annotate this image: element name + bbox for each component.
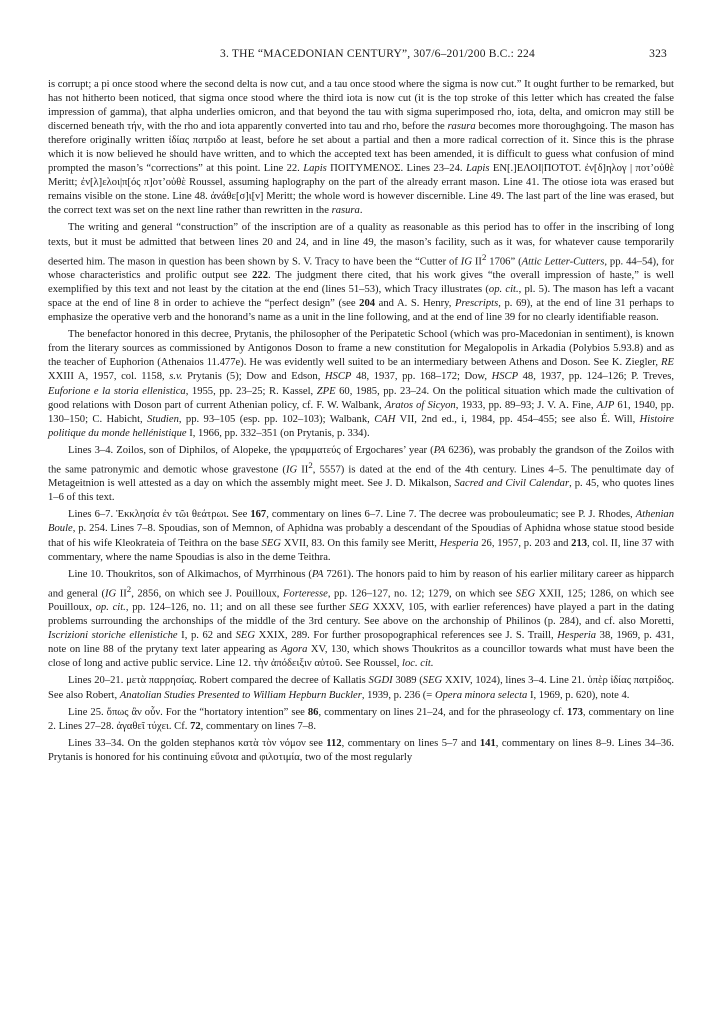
paragraph-1: is corrupt; a pi once stood where the second delta is now cut, and a tau once stood where the sigma is now cut.” It ought further to be remarked, but has not hitherto been noticed, that sigma once stood where the third iota is now cut (it is the top stroke of this letter which has created the false impression of gamma), that alpha underlies omicron, and that beyond the tau with sigma superimposed rho, iota, delta, and omicron may still be discerned beneath τήν, with the rho and iota apparently converted into tau and rho, before the rasura becomes more thoroughgoing. The mason has therefore originally written ἰδίας πατριδο at least, before he set about a partial and then a more radical correction of it. Since this is the phrase which it is now believed he should have written, and to which the accepted text has been amended, it is difficult to guess what confusion of mind prompted the mason’s “corrections” at this point. Line 22. Lapis ΠΟΙΤΥΜΕΝΟΣ. Lines 23–24. Lapis ΕΝ[.]ΕΛΟΙ|ΠΟΤΟΤ. ἐν[δ]ηλογ | ποτ’οὐθὲ Meritt; ἐν[λ]ελοι|π[ός π]οτ’οὐθὲ Roussel, assuming haplography on the part of the already errant mason. Line 41. The otiose iota was erased but remains visible on the stone. Line 48. ἀνάθε[σ]ι[ν] Meritt; the whole word is however discernible. Line 49. The last part of the line was erased, but the correct text was set on the next line rather than rewritten in the rasura.	[48, 79, 674, 217]
paragraph-6: Line 10. Thoukritos, son of Alkimachos, of Myrrhinous (PA 7261). The honors paid to him by reason of his earlier military career as hipparch and general (IG $II^2$, 2856, on which see J. Pouilloux, Forteresse, pp. 126–127, no. 12; 1279, on which see SEG XXII, 125; 1286, on which see Pouilloux, op. cit., pp. 124–126, no. 11; and on all these see further SEG XXXV, 105, with earlier references) have played a part in the dating problems surrounding the archonships of the middle of the 3rd century. See above on the archonship of Philinos (p. 284), and cf. also Moretti, Iscrizioni storiche ellenistiche I, p. 62 and SEG XXIX, 289. For further prosopographical references see J. S. Traill, Hesperia 38, 1969, p. 431, note on line 88 of the prytany text later appearing as Agora XV, 130, which shows Thoukritos as a councillor towards what must have been the close of long and active public service. Line 12. τὴν ἀπόδειξιν αὐτοῦ. See Roussel, loc. cit.	[48, 568, 674, 670]
page-number: 323	[649, 48, 667, 60]
commentary-body	[48, 78, 674, 768]
paragraph-4: Lines 3–4. Zoilos, son of Diphilos, of Alopeke, the γραμματεύς of Ergochares’ year (PA 6236), was probably the grandson of the Zoilos with the same patronymic and demotic whose gravestone (IG $II^2$, 5557) is dated at the end of the 4th century. Lines 4–5. The penultimate day of Metageitnion is well attested as a day on which the assembly might meet. See J. D. Mikalson, Sacred and Civil Calendar, p. 45, who quotes lines 1–6 of this text.	[48, 444, 674, 504]
paragraph-2: The writing and general “construction” of the inscription are of a quality as reasonable as this period has to offer in the inscribing of long texts, but it must be admitted that between lines 20 and 24, and in line 49, the mason’s facility, such as it was, for whatever cause temporarily deserted him. The mason in question has been shown by S. V. Tracy to have been the “Cutter of IG $II^2$ 1706” (Attic Letter-Cutters, pp. 44–54), for whose characteristics and prolific output see 222. The judgment there cited, that his work gives “the overall impression of haste,” is well exemplified by this text and not least by the citation at the end (lines 51–53), which Tracy illustrates (op. cit., pl. 5). The mason has left a vacant space at the end of line 8 in order to achieve the “perfect design” (see 204 and A. S. Henry, Prescripts, p. 69), at the end of line 31 perhaps to emphasize the operative verb and the honorand’s name as a unit in the line following, and at the end of line 39 for no clearly identifiable reason.	[48, 222, 674, 324]
paragraph-9: Lines 33–34. On the golden stephanos κατὰ τὸν νόμον see 112, commentary on lines 5–7 and 141, commentary on lines 8–9. Lines 34–36. Prytanis is honored for his continuing εὔνοια and φιλοτιμία, two of the most regularly	[48, 737, 675, 763]
paragraph-5: Lines 6–7. Ἐκκλησία ἐν τῶι θεάτρωι. See 167, commentary on lines 6–7. Line 7. The decree was probouleumatic; see P. J. Rhodes, Athenian Boule, p. 254. Lines 7–8. Spoudias, son of Memnon, of Aphidna was probably a descendant of the Spoudias of Aphidna whose statue stood beside that of his wife Kleokrateia of Teithra on the base SEG XVII, 83. On this family see Meritt, Hesperia 26, 1957, p. 203 and 213, col. II, line 37 with commentary, where the name Spoudias is also in the deme Teithra.	[48, 509, 674, 563]
running-head-title: 3. THE “MACEDONIAN CENTURY”, 307/6–201/200 B.C.: 224	[220, 48, 535, 60]
running-header	[0, 48, 719, 64]
paragraph-8: Line 25. ὅπως ἂν οὖν. For the “hortatory intention” see 86, commentary on lines 21–24, and for the phraseology cf. 173, commentary on line 2. Lines 27–28. ἀγαθεῖ τύχει. Cf. 72, commentary on lines 7–8.	[48, 706, 674, 732]
paragraph-7: Lines 20–21. μετὰ παρρησίας. Robert compared the decree of Kallatis SGDI 3089 (SEG XXIV, 1024), lines 3–4. Line 21. ὑπὲρ ἰδίας πατρίδος. See also Robert, Anatolian Studies Presented to William Hepburn Buckler, 1939, p. 236 (= Opera minora selecta I, 1969, p. 620), note 4.	[48, 675, 675, 701]
paragraph-3: The benefactor honored in this decree, Prytanis, the philosopher of the Peripatetic School (which was pro-Macedonian in sentiment), is known from the literary sources as commissioned by Antigonos Doson to frame a new constitution for Megalopolis in Arkadia (Polybios 5.93.8) and as the teacher of Euphorion (Athenaios 11.477e). He was evidently well suited to be an intermediary between Athens and Doson. See K. Ziegler, RE XXIII A, 1957, col. 1158, s.v. Prytanis (5); Dow and Edson, HSCP 48, 1937, pp. 168–172; Dow, HSCP 48, 1937, pp. 124–126; P. Treves, Euforione e la storia ellenistica, 1955, pp. 23–25; R. Kassel, ZPE 60, 1985, pp. 23–24. On the political situation which made the cultivation of good relations with Doson part of current Athenian policy, cf. F. W. Walbank, Aratos of Sicyon, 1933, pp. 89–93; J. V. A. Fine, AJP 61, 1940, pp. 130–150; C. Habicht, Studien, pp. 93–105 (esp. pp. 102–103); Walbank, CAH VII, 2nd ed., i, 1984, pp. 454–455; see also É. Will, Histoire politique du monde hellénistique I, 1966, pp. 332–351 (on Prytanis, p. 334).	[48, 329, 675, 439]
